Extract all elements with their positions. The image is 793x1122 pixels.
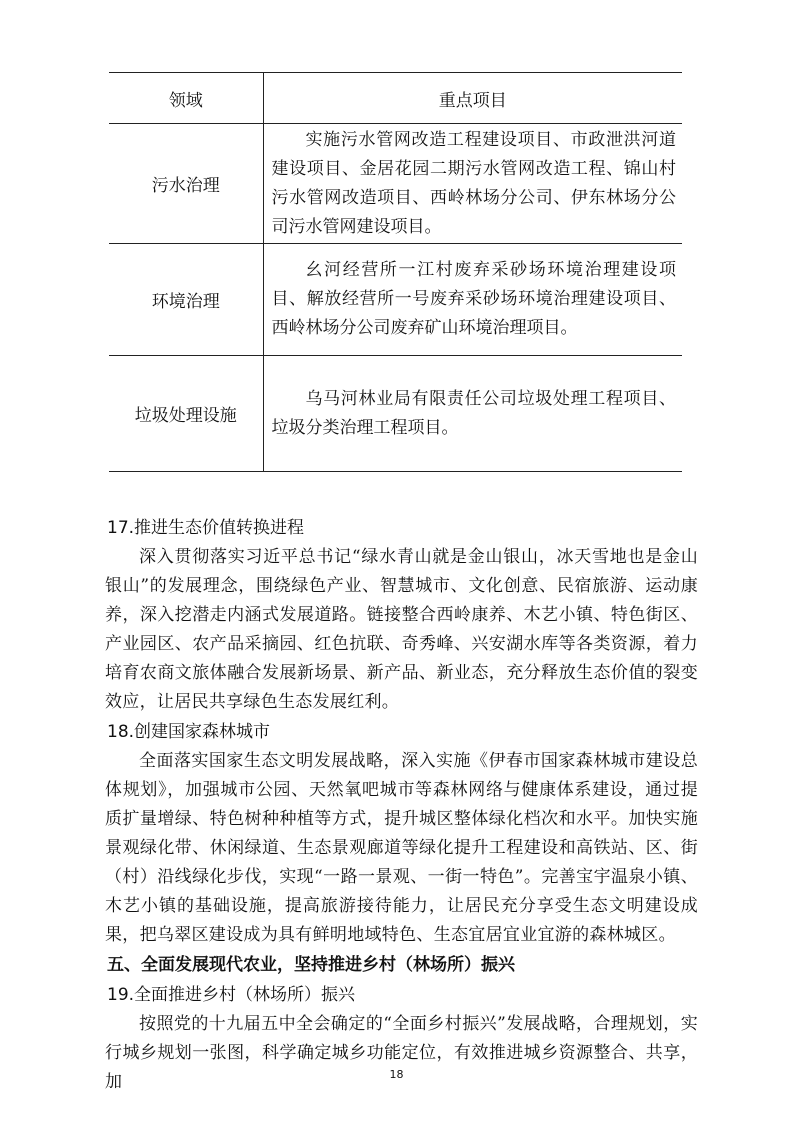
section-17-paragraph: 深入贯彻落实习近平总书记“绿水青山就是金山银山，冰天雪地也是金山银山”的发展理念，围绕绿色产业、智慧城市、文化创意、民宿旅游、运动康养，深入挖潜走内涵式发展道路。链接整合西岭康养、木艺小镇、特色街区、产业园区、农产品采摘园、红色抗联、奇秀峰、兴安湖水库等各类资源，着力培育农商文旅体融合发展新场景、新产品、新业态，充分释放生态价值的裂变效应，让居民共享绿色生态发展红利。 — [105, 547, 698, 712]
section-19-heading: 19.全面推进乡村（林场所）振兴 — [107, 985, 356, 1005]
table-row — [109, 356, 682, 472]
table-cell-projects: 实施污水管网改造工程建设项目、市政泄洪河道建设项目、金居花园二期污水管网改造工程、锦山村污水管网改造项目、西岭林场分公司、伊东林场分公司污水管网建设项目。 — [271, 129, 676, 237]
table-header-field: 领域 — [109, 73, 263, 124]
section-19-paragraph: 按照党的十九届五中全会确定的“全面乡村振兴”发展战略，合理规划，实行城乡规划一张图，科学确定城乡功能定位，有效推进城乡资源整合、共享，加 — [105, 1014, 698, 1092]
table-cell-projects: 乌马河林业局有限责任公司垃圾处理工程项目、垃圾分类治理工程项目。 — [271, 388, 676, 438]
document-body — [105, 513, 698, 1097]
table-cell-projects: 幺河经营所一江村废弃采砂场环境治理建设项目、解放经营所一号废弃采砂场环境治理建设项目、西岭林场分公司废弃矿山环境治理项目。 — [271, 260, 676, 338]
section-18-paragraph: 全面落实国家生态文明发展战略，深入实施《伊春市国家森林城市建设总体规划》，加强城市公园、天然氧吧城市等森林网络与健康体系建设，通过提质扩量增绿、特色树种种植等方式，提升城区整体绿化档次和水平。加快实施景观绿化带、休闲绿道、生态景观廊道等绿化提升工程建设和高铁站、区、街（村）沿线绿化步伐，实现“一路一景观、一街一特色”。完善宝宇温泉小镇、木艺小镇的基础设施，提高旅游接待能力，让居民充分享受生态文明建设成果，把乌翠区建设成为具有鲜明地域特色、生态宜居宜业宜游的森林城区。 — [105, 751, 698, 945]
part-5-heading: 五、全面发展现代农业，坚持推进乡村（林场所）振兴 — [107, 955, 515, 975]
page-number: 18 — [389, 1068, 404, 1081]
table-row — [109, 124, 682, 244]
table-cell-field: 污水治理 — [109, 124, 263, 244]
table-row — [109, 244, 682, 356]
table-header-projects: 重点项目 — [263, 73, 682, 124]
section-17-heading: 17.推进生态价值转换进程 — [107, 518, 305, 538]
table-cell-field: 垃圾处理设施 — [109, 356, 263, 472]
table-cell-field: 环境治理 — [109, 244, 263, 356]
section-18-heading: 18.创建国家森林城市 — [107, 722, 271, 742]
key-projects-table — [109, 72, 682, 472]
